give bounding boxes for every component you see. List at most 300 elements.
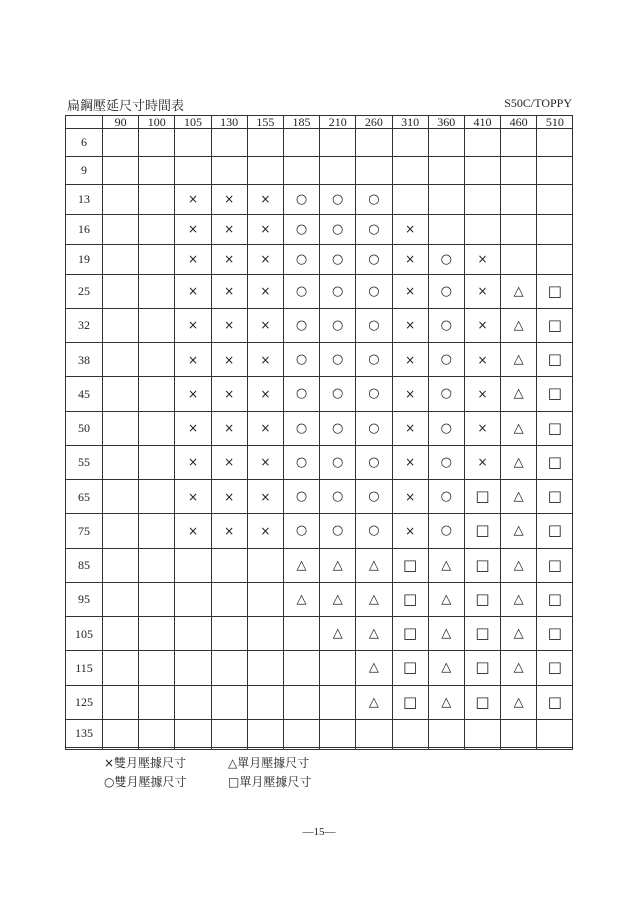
cell-mark: △: [513, 523, 524, 539]
table-cell: [464, 343, 500, 377]
corner-cell: [66, 116, 103, 129]
table-cell: [103, 411, 139, 445]
row-label: 45: [66, 377, 103, 411]
row-label: 115: [66, 651, 103, 685]
cell-mark: ×: [224, 523, 235, 538]
table-row: [66, 308, 573, 342]
cell-mark: ○: [332, 352, 344, 368]
table-row: [66, 651, 573, 685]
table-cell: [247, 685, 283, 719]
table-cell: [283, 244, 319, 274]
table-cell: [392, 747, 428, 749]
cell-mark: ×: [477, 284, 488, 299]
table-cell: [392, 343, 428, 377]
table-cell: [320, 582, 356, 616]
table-cell: [139, 685, 175, 719]
table-cell: [537, 480, 573, 514]
table-cell: [175, 244, 211, 274]
table-cell: [356, 747, 392, 749]
row-label: 6: [66, 129, 103, 157]
table-cell: [356, 214, 392, 244]
cell-mark: ×: [260, 192, 271, 207]
table-row: [66, 377, 573, 411]
cell-mark: ×: [187, 386, 198, 401]
table-cell: [392, 719, 428, 747]
cell-mark: △: [296, 591, 307, 607]
table-cell: [537, 308, 573, 342]
table-cell: [320, 480, 356, 514]
table-cell: [501, 582, 537, 616]
table-cell: [139, 156, 175, 184]
table-cell: [175, 514, 211, 548]
table-cell: [139, 308, 175, 342]
column-header: 460: [501, 116, 537, 129]
cell-mark: △: [441, 694, 452, 710]
table-cell: [537, 129, 573, 157]
table-cell: [103, 308, 139, 342]
table-cell: [175, 651, 211, 685]
cell-mark: ○: [368, 454, 380, 470]
cell-mark: △: [513, 352, 524, 368]
table-cell: [464, 129, 500, 157]
table-cell: [464, 480, 500, 514]
table-cell: [320, 244, 356, 274]
cell-mark: ×: [224, 489, 235, 504]
table-cell: [211, 244, 247, 274]
table-cell: [103, 617, 139, 651]
cell-mark: ×: [224, 318, 235, 333]
cell-mark: □: [547, 384, 562, 403]
table-cell: [139, 719, 175, 747]
table-cell: [392, 548, 428, 582]
table-cell: [139, 548, 175, 582]
cell-mark: □: [547, 624, 562, 643]
legend-row: [104, 754, 311, 773]
table-cell: [283, 480, 319, 514]
cell-mark: ×: [405, 222, 416, 237]
table-cell: [283, 548, 319, 582]
cell-mark: ○: [440, 352, 452, 368]
cell-mark: ○: [368, 352, 380, 368]
table-cell: [501, 685, 537, 719]
table-cell: [211, 480, 247, 514]
table-cell: [501, 719, 537, 747]
table-cell: [175, 719, 211, 747]
table-cell: [501, 308, 537, 342]
legend-row: [104, 773, 311, 792]
cell-mark: □: [547, 692, 562, 711]
table-cell: [320, 617, 356, 651]
table-cell: [247, 411, 283, 445]
table-cell: [464, 617, 500, 651]
table-cell: [320, 214, 356, 244]
table-cell: [320, 747, 356, 749]
table-cell: [428, 480, 464, 514]
table-cell: [247, 548, 283, 582]
cell-mark: ×: [477, 421, 488, 436]
cell-mark: □: [547, 350, 562, 369]
table-cell: [537, 411, 573, 445]
legend-item: □單月壓據尺寸: [228, 775, 312, 789]
table-cell: [501, 651, 537, 685]
table-cell: [211, 156, 247, 184]
cell-mark: ×: [187, 318, 198, 333]
column-header: 210: [320, 116, 356, 129]
cell-mark: ×: [260, 489, 271, 504]
table-cell: [175, 582, 211, 616]
table-cell: [247, 747, 283, 749]
table-cell: [103, 129, 139, 157]
legend-item: △單月壓據尺寸: [228, 756, 310, 770]
table-cell: [537, 651, 573, 685]
table-cell: [501, 411, 537, 445]
table-cell: [139, 514, 175, 548]
table-cell: [392, 411, 428, 445]
table-cell: [283, 582, 319, 616]
table-cell: [103, 651, 139, 685]
cell-mark: ○: [368, 523, 380, 539]
cell-mark: ○: [368, 489, 380, 505]
table-cell: [320, 514, 356, 548]
table-cell: [139, 244, 175, 274]
table-row: [66, 445, 573, 479]
table-cell: [175, 308, 211, 342]
table-cell: [428, 582, 464, 616]
cell-mark: ○: [295, 317, 308, 333]
cell-mark: □: [547, 589, 562, 608]
table-cell: [464, 214, 500, 244]
table-cell: [428, 685, 464, 719]
cell-mark: ×: [224, 284, 235, 299]
cell-mark: ○: [332, 221, 344, 237]
table-cell: [537, 377, 573, 411]
cell-mark: ○: [332, 283, 344, 299]
table-cell: [464, 685, 500, 719]
table-cell: [356, 548, 392, 582]
legend: [104, 754, 311, 792]
cell-mark: △: [513, 420, 524, 436]
cell-mark: △: [332, 626, 343, 642]
cell-mark: ×: [260, 252, 271, 267]
table-cell: [320, 651, 356, 685]
cell-mark: ×: [187, 523, 198, 538]
cell-mark: △: [368, 626, 379, 642]
cell-mark: ○: [368, 283, 380, 299]
table-cell: [139, 747, 175, 749]
cell-mark: ×: [405, 252, 416, 267]
table-cell: [537, 617, 573, 651]
cell-mark: ○: [332, 489, 344, 505]
cell-mark: ×: [260, 318, 271, 333]
table-cell: [392, 480, 428, 514]
table-cell: [139, 411, 175, 445]
table-cell: [175, 343, 211, 377]
table-cell: [139, 582, 175, 616]
column-header: 360: [428, 116, 464, 129]
table-cell: [103, 184, 139, 214]
row-label: 55: [66, 445, 103, 479]
table-cell: [428, 274, 464, 308]
cell-mark: ○: [440, 420, 452, 436]
cell-mark: ○: [440, 283, 452, 299]
table-cell: [247, 156, 283, 184]
table-row: [66, 719, 573, 747]
table-cell: [464, 747, 500, 749]
table-row: [66, 214, 573, 244]
cell-mark: △: [513, 660, 524, 676]
cell-mark: ○: [295, 454, 308, 470]
table-cell: [537, 214, 573, 244]
cell-mark: △: [332, 557, 343, 573]
cell-mark: ○: [295, 352, 308, 368]
table-cell: [320, 308, 356, 342]
table-cell: [103, 719, 139, 747]
cell-mark: ○: [332, 317, 344, 333]
cell-mark: ×: [224, 192, 235, 207]
table-cell: [464, 582, 500, 616]
table-cell: [103, 747, 139, 749]
table-cell: [320, 685, 356, 719]
table-cell: [392, 244, 428, 274]
table-cell: [211, 184, 247, 214]
row-label: 25: [66, 274, 103, 308]
table-cell: [392, 274, 428, 308]
row-label: 95: [66, 582, 103, 616]
table-cell: [211, 308, 247, 342]
table-cell: [103, 514, 139, 548]
cell-mark: □: [475, 658, 490, 677]
table-cell: [537, 548, 573, 582]
cell-mark: □: [475, 624, 490, 643]
table-cell: [428, 514, 464, 548]
cell-mark: ×: [187, 252, 198, 267]
table-cell: [211, 514, 247, 548]
table-cell: [464, 719, 500, 747]
cell-mark: ○: [440, 523, 452, 539]
table-cell: [211, 445, 247, 479]
table-row: [66, 274, 573, 308]
cell-mark: ○: [332, 251, 344, 267]
cell-mark: ×: [224, 222, 235, 237]
table-cell: [175, 445, 211, 479]
row-label: 135: [66, 719, 103, 747]
table-cell: [247, 514, 283, 548]
cell-mark: △: [441, 660, 452, 676]
table-cell: [428, 343, 464, 377]
table-cell: [320, 184, 356, 214]
column-header: 510: [537, 116, 573, 129]
cell-mark: ×: [187, 192, 198, 207]
cell-mark: ○: [440, 489, 452, 505]
table-cell: [537, 184, 573, 214]
cell-mark: □: [547, 487, 562, 506]
table-cell: [356, 411, 392, 445]
row-label: 85: [66, 548, 103, 582]
table-row: [66, 514, 573, 548]
cell-mark: △: [513, 454, 524, 470]
table-cell: [211, 214, 247, 244]
row-label: 105: [66, 617, 103, 651]
table-cell: [247, 308, 283, 342]
page-number: —15—: [302, 826, 336, 838]
table-cell: [175, 480, 211, 514]
table-cell: [175, 184, 211, 214]
cell-mark: △: [296, 557, 307, 573]
cell-mark: ×: [405, 386, 416, 401]
table-cell: [501, 548, 537, 582]
table-cell: [283, 156, 319, 184]
table-cell: [428, 184, 464, 214]
table-cell: [247, 617, 283, 651]
cell-mark: ×: [187, 352, 198, 367]
table-cell: [247, 445, 283, 479]
table-cell: [464, 308, 500, 342]
table-cell: [211, 411, 247, 445]
table-row: [66, 617, 573, 651]
table-cell: [175, 214, 211, 244]
table-cell: [103, 548, 139, 582]
table-row: [66, 480, 573, 514]
cell-mark: □: [547, 418, 562, 437]
cell-mark: △: [441, 557, 452, 573]
table-cell: [356, 343, 392, 377]
table-cell: [501, 617, 537, 651]
table-cell: [211, 747, 247, 749]
table-cell: [356, 617, 392, 651]
table-cell: [103, 377, 139, 411]
cell-mark: ○: [440, 454, 452, 470]
cell-mark: ×: [405, 284, 416, 299]
cell-mark: △: [368, 694, 379, 710]
column-header: 185: [283, 116, 319, 129]
table-cell: [392, 156, 428, 184]
table-cell: [392, 514, 428, 548]
table-cell: [175, 685, 211, 719]
cell-mark: ×: [405, 421, 416, 436]
cell-mark: ×: [260, 284, 271, 299]
cell-mark: ○: [295, 420, 308, 436]
table-cell: [211, 582, 247, 616]
table-row: [66, 156, 573, 184]
column-header: 310: [392, 116, 428, 129]
table-cell: [283, 514, 319, 548]
column-header: 155: [247, 116, 283, 129]
table-cell: [320, 129, 356, 157]
cell-mark: □: [547, 281, 562, 300]
table-cell: [211, 617, 247, 651]
cell-mark: ○: [368, 191, 380, 207]
cell-mark: ○: [332, 191, 344, 207]
table-cell: [392, 617, 428, 651]
table-cell: [428, 617, 464, 651]
table-cell: [392, 377, 428, 411]
row-label: 9: [66, 156, 103, 184]
table-cell: [464, 274, 500, 308]
table-cell: [537, 445, 573, 479]
table-cell: [392, 308, 428, 342]
cell-mark: ×: [224, 352, 235, 367]
page-title: 扁鋼壓延尺寸時間表: [67, 99, 185, 114]
table-cell: [428, 377, 464, 411]
cell-mark: △: [332, 591, 343, 607]
row-label: 19: [66, 244, 103, 274]
cell-mark: ×: [224, 455, 235, 470]
table-cell: [211, 343, 247, 377]
table-cell: [392, 651, 428, 685]
table-cell: [103, 274, 139, 308]
table-cell: [428, 651, 464, 685]
table-cell: [247, 719, 283, 747]
table-cell: [464, 411, 500, 445]
cell-mark: ○: [332, 420, 344, 436]
table-cell: [501, 214, 537, 244]
cell-mark: □: [547, 521, 562, 540]
table-cell: [356, 685, 392, 719]
cell-mark: ×: [187, 455, 198, 470]
table-cell: [283, 685, 319, 719]
cell-mark: ×: [405, 523, 416, 538]
table-cell: [392, 445, 428, 479]
header-row: [66, 116, 573, 129]
cell-mark: △: [368, 591, 379, 607]
cell-mark: □: [475, 521, 490, 540]
table-cell: [428, 719, 464, 747]
table-cell: [537, 343, 573, 377]
table-cell: [501, 244, 537, 274]
table-cell: [356, 184, 392, 214]
table-cell: [356, 445, 392, 479]
table-cell: [464, 377, 500, 411]
schedule-table: [65, 115, 573, 750]
table-cell: [103, 582, 139, 616]
column-header: 410: [464, 116, 500, 129]
cell-mark: □: [547, 315, 562, 334]
cell-mark: ×: [187, 489, 198, 504]
row-label: 32: [66, 308, 103, 342]
table-cell: [356, 129, 392, 157]
cell-mark: ×: [260, 523, 271, 538]
table-cell: [320, 156, 356, 184]
table-cell: [103, 214, 139, 244]
cell-mark: ○: [440, 386, 452, 402]
table-cell: [175, 129, 211, 157]
table-cell: [139, 617, 175, 651]
table-cell: [320, 411, 356, 445]
cell-mark: ×: [260, 386, 271, 401]
row-label: 65: [66, 480, 103, 514]
table-cell: [501, 343, 537, 377]
row-label: 38: [66, 343, 103, 377]
cell-mark: □: [547, 658, 562, 677]
cell-mark: ○: [332, 523, 344, 539]
table-cell: [356, 308, 392, 342]
table-cell: [320, 377, 356, 411]
table-row: [66, 747, 573, 749]
table-cell: [103, 445, 139, 479]
table-cell: [247, 343, 283, 377]
table-cell: [139, 651, 175, 685]
table-cell: [356, 274, 392, 308]
table-cell: [464, 548, 500, 582]
cell-mark: △: [441, 591, 452, 607]
cell-mark: ×: [477, 318, 488, 333]
table-cell: [501, 480, 537, 514]
table-cell: [464, 514, 500, 548]
cell-mark: ○: [295, 386, 308, 402]
cell-mark: ×: [224, 386, 235, 401]
table-cell: [139, 480, 175, 514]
cell-mark: □: [403, 624, 418, 643]
